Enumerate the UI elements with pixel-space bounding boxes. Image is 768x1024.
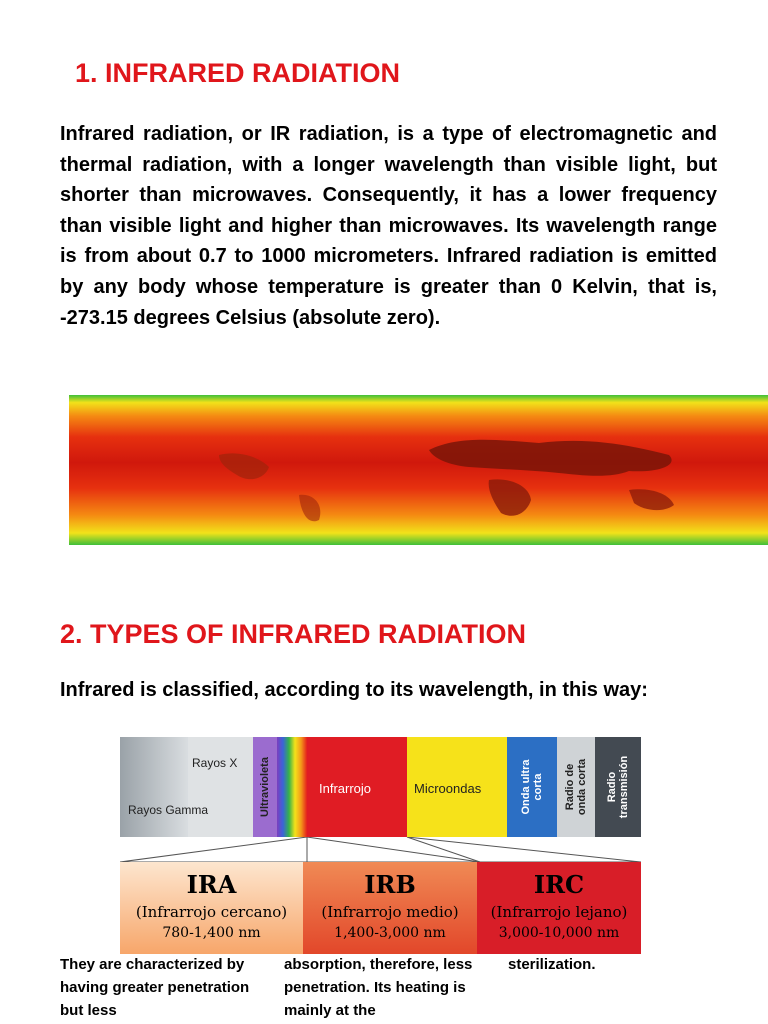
band-ira-name: (Infrarrojo cercano) bbox=[135, 903, 288, 921]
band-connector-lines bbox=[120, 837, 641, 863]
label-infrarrojo: Infrarrojo bbox=[319, 781, 372, 796]
section-2-title: 2. TYPES OF INFRARED RADIATION bbox=[60, 619, 527, 649]
column-ira-text: They are characterized by having greater penetration but less bbox=[60, 956, 250, 1019]
band-irc-code: IRC bbox=[533, 870, 585, 899]
band-irb-range: 1,400-3,000 nm bbox=[334, 925, 446, 941]
label-radio-onda-corta: Radio de onda corta bbox=[564, 758, 588, 816]
segment-visible-light bbox=[277, 737, 307, 837]
electromagnetic-spectrum-diagram bbox=[120, 737, 641, 837]
label-ultravioleta: Ultravioleta bbox=[259, 757, 271, 817]
label-radio-transmision: Radio transmisión bbox=[606, 755, 630, 819]
label-onda-ultra-corta: Onda ultra corta bbox=[520, 759, 544, 815]
infrared-bands bbox=[120, 862, 641, 954]
label-rayos-x: Rayos X bbox=[192, 756, 238, 770]
continents-shape bbox=[69, 395, 768, 545]
section-1-paragraph: Infrared radiation, or IR radiation, is a type of electromagnetic and thermal radiation, with a longer wavelength than visible light, but shorter than microwaves. Consequently, it has a lower frequency than visible light and higher than microwaves. Its wavelength range is from about 0.7 to 1000 micrometers. Infrared radiation is emitted by any body whose temperature is greater than 0 Kelvin, that is, -273.15 degrees Celsius (absolute zero). bbox=[60, 123, 717, 329]
band-ira-code: IRA bbox=[186, 870, 237, 899]
band-irc-range: 3,000-10,000 nm bbox=[498, 925, 620, 941]
infrared-world-map-image bbox=[69, 395, 768, 545]
band-ira-range: 780-1,400 nm bbox=[162, 925, 261, 941]
segment-rayos-gamma bbox=[120, 737, 188, 837]
section-1-title: 1. INFRARED RADIATION bbox=[75, 58, 401, 88]
band-ira bbox=[120, 862, 303, 954]
band-irb bbox=[303, 862, 477, 954]
band-irb-name: (Infrarrojo medio) bbox=[321, 903, 459, 921]
column-irb-text: absorption, therefore, less penetration. Its heating is mainly at the bbox=[284, 956, 473, 1019]
band-irc-name: (Infrarrojo lejano) bbox=[490, 903, 628, 921]
label-microondas: Microondas bbox=[414, 781, 482, 796]
column-irc-text: sterilization. bbox=[508, 956, 596, 973]
label-rayos-gamma: Rayos Gamma bbox=[128, 803, 209, 817]
segment-rayos-x bbox=[188, 737, 253, 837]
band-irc bbox=[477, 862, 641, 954]
band-irb-code: IRB bbox=[364, 870, 416, 899]
section-2-intro: Infrared is classified, according to its wavelength, in this way: bbox=[60, 679, 648, 701]
